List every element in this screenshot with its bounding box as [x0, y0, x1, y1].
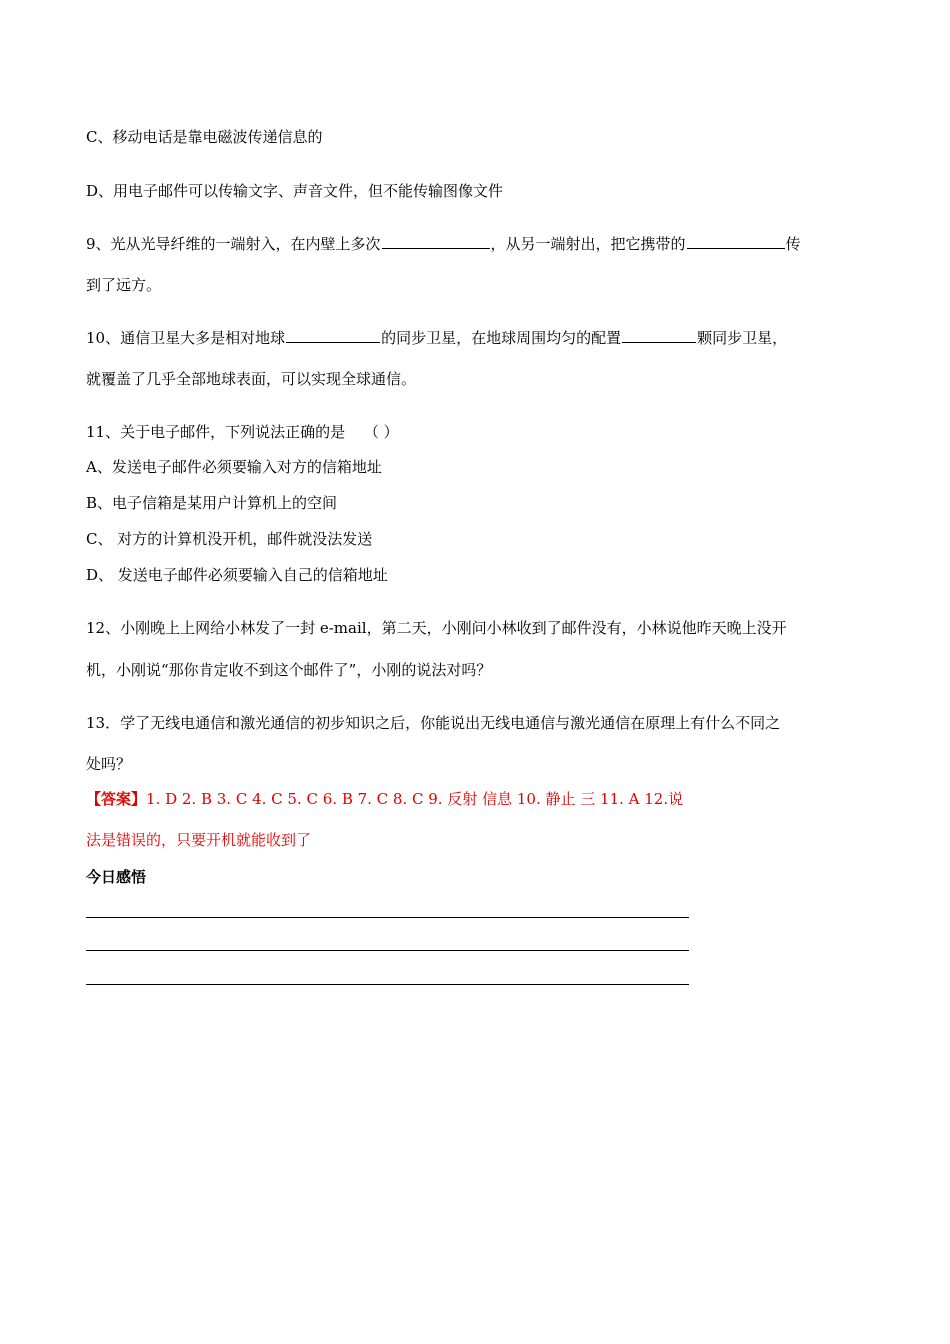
answer-label: 【答案】 [86, 790, 147, 808]
answer-text-1: 1. D 2. B 3. C 4. C 5. C 6. B 7. C 8. C 9. 反射 信息 10. 静止 三 11. A 12.说 [146, 790, 684, 808]
q13-line-2: 处吗？ [86, 755, 132, 773]
q11-option-b: B、电子信箱是某用户计算机上的空间 [86, 494, 338, 512]
q10-text-3: 颗同步卫星， [697, 329, 788, 347]
q9-blank-2[interactable] [687, 233, 785, 249]
q10-text-2: 的同步卫星，在地球周围均匀的配置 [381, 329, 622, 347]
q9-blank-1[interactable] [382, 233, 490, 249]
reflection-line-3 [86, 984, 689, 985]
q10-blank-2[interactable] [622, 327, 696, 343]
q9-line-2: 到了远方。 [86, 276, 162, 294]
q11-stem-text: 11、关于电子邮件，下列说法正确的是 [86, 423, 346, 441]
q9-text-1: 9、光从光导纤维的一端射入，在内壁上多次 [86, 235, 381, 253]
q9-line-1 [86, 233, 801, 254]
q12-line-1: 12、小刚晚上上网给小林发了一封 e-mail，第二天，小刚问小林收到了邮件没有，小林说他昨天晚上没开 [86, 619, 787, 637]
q11-option-a: A、发送电子邮件必须要输入对方的信箱地址 [86, 458, 382, 476]
q8-option-d: D、用电子邮件可以传输文字、声音文件，但不能传输图像文件 [86, 182, 504, 200]
q10-blank-1[interactable] [286, 327, 380, 343]
q12-line-2: 机，小刚说“那你肯定收不到这个邮件了”，小刚的说法对吗？ [86, 661, 492, 679]
q10-text-1: 10、通信卫星大多是相对地球 [86, 329, 286, 347]
reflection-title: 今日感悟 [86, 868, 147, 886]
q11-option-d: D、 发送电子邮件必须要输入自己的信箱地址 [86, 566, 388, 584]
q10-line-1 [86, 327, 787, 348]
q9-text-3: 传 [785, 235, 801, 253]
q10-line-2: 就覆盖了几乎全部地球表面，可以实现全球通信。 [86, 370, 417, 388]
q11-stem [86, 421, 399, 442]
answer-line-1 [86, 788, 683, 809]
reflection-line-1 [86, 917, 689, 918]
q13-line-1: 13．学了无线电通信和激光通信的初步知识之后，你能说出无线电通信与激光通信在原理上有什么不同之 [86, 714, 781, 732]
q8-option-c: C、移动电话是靠电磁波传递信息的 [86, 128, 323, 146]
reflection-line-2 [86, 950, 689, 951]
q9-text-2: ，从另一端射出，把它携带的 [490, 235, 686, 253]
answer-line-2: 法是错误的，只要开机就能收到了 [86, 831, 312, 849]
q11-option-c: C、 对方的计算机没开机，邮件就没法发送 [86, 530, 373, 548]
q11-answer-paren: （ ） [363, 423, 399, 441]
